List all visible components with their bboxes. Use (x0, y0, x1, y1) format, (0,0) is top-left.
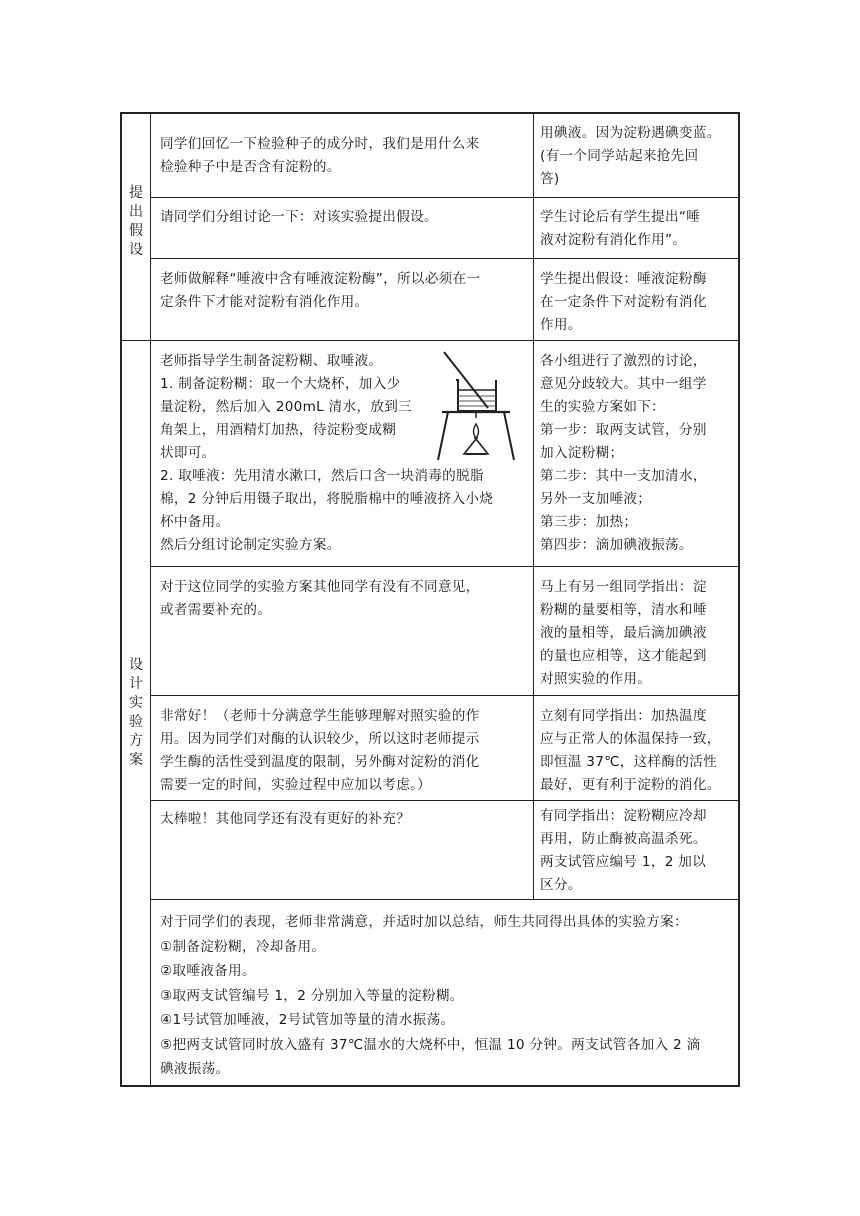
section-label-hypothesis: 提 出 假 设 (129, 185, 143, 258)
beaker-on-tripod-illustration (436, 350, 518, 462)
student-cell-4: 各小组进行了激烈的讨论， 意见分歧较大。其中一组学 生的实验方案如下： 第一步：取两支试管，分别 加入淀粉糊； 第二步：其中一支加清水， 另外一支加唾液； 第三步：加热； 第四步：滴加碘液振荡。 (540, 353, 707, 553)
teacher-cell-3: 老师做解释“唾液中含有唾液淀粉酶”，所以必须在一 定条件下才能对淀粉有消化作用。 (160, 271, 481, 310)
student-cell-5: 马上有另一组同学指出：淀 粉糊的量要相等，清水和唾 液的量相等，最后滴加碘液 的量也应相等，这才能起到 对照实验的作用。 (540, 579, 707, 687)
student-cell-6: 立刻有同学指出：加热温度 应与正常人的体温保持一致， 即恒温 37℃，这样酶的活性 最好，更有利于淀粉的消化。 (540, 708, 721, 793)
student-cell-1: 用碘液。因为淀粉遇碘变蓝。 (有一个同学站起来抢先回 答) (540, 125, 721, 187)
teacher-cell-7: 太棒啦！其他同学还有没有更好的补充？ (160, 811, 411, 827)
teacher-cell-5: 对于这位同学的实验方案其他同学有没有不同意见， 或者需要补充的。 (160, 579, 480, 618)
student-cell-2: 学生讨论后有学生提出“唾 液对淀粉有消化作用”。 (540, 209, 701, 248)
student-cell-7: 有同学指出：淀粉糊应冷却 再用，防止酶被高温杀死。 两支试管应编号 1，2 加以 区分。 (540, 808, 707, 893)
teacher-cell-4-bottom: 2. 取唾液：先用清水漱口，然后口含一块消毒的脱脂 棉，2 分钟后用镊子取出，将脱脂棉中的唾液挤入小烧 杯中备用。 然后分组讨论制定实验方案。 (160, 468, 494, 553)
student-cell-3: 学生提出假设：唾液淀粉酶 在一定条件下对淀粉有消化 作用。 (540, 271, 707, 333)
teacher-cell-2: 请同学们分组讨论一下：对该实验提出假设。 (160, 209, 438, 225)
summary-cell: 对于同学们的表现，老师非常满意，并适时加以总结，师生共同得出具体的实验方案： ①制备淀粉糊，冷却备用。 ②取唾液备用。 ③取两支试管编号 1，2 分别加入等量的淀粉糊。 ④1号试管加唾液，2号试管加等量的清水振荡。 ⑤把两支试管同时放入盛有 37℃温水的大烧杯中，恒温 10 分钟。两支试管各加入 2 滴 碘液振荡。 (160, 914, 701, 1077)
teacher-cell-1: 同学们回忆一下检验种子的成分时，我们是用什么来 检验种子中是否含有淀粉的。 (160, 136, 480, 175)
section-label-design: 设 计 实 验 方 案 (129, 657, 143, 768)
teacher-cell-6: 非常好！（老师十分满意学生能够理解对照实验的作 用。因为同学们对酶的认识较少，所以这时老师提示 学生酶的活性受到温度的限制，另外酶对淀粉的消化 需要一定的时间，实验过程中应加以考虑。） (160, 708, 480, 793)
teacher-cell-4-top: 老师指导学生制备淀粉糊、取唾液。 1. 制备淀粉糊：取一个大烧杯，加入少 量淀粉，然后加入 200mL 清水，放到三 角架上，用酒精灯加热，待淀粉变成糊 状即可。 (160, 353, 413, 461)
